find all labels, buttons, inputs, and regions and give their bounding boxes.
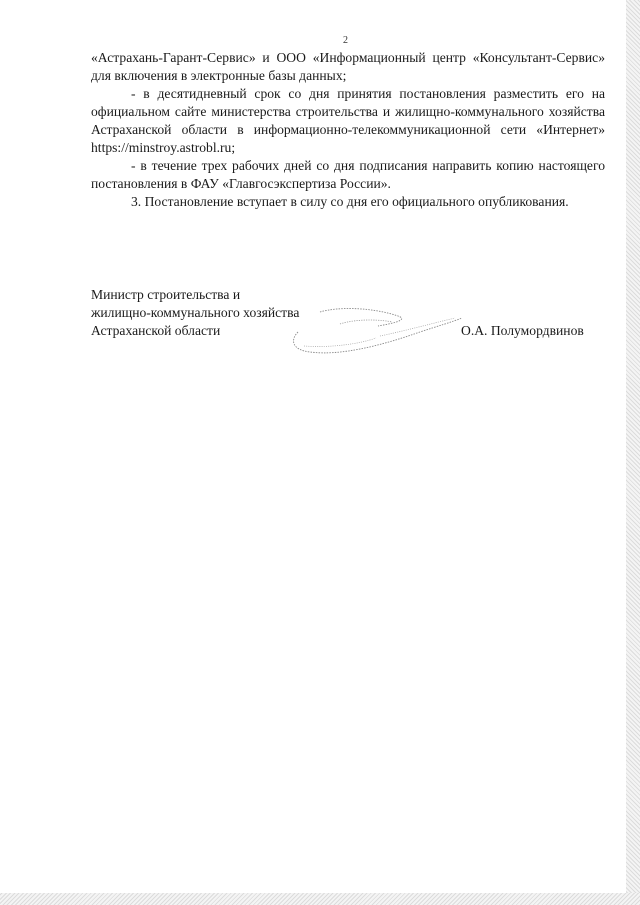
handwritten-signature (280, 302, 470, 364)
signer-name: О.А. Полумордвинов (461, 323, 584, 338)
scan-edge-right (626, 0, 640, 905)
paragraph-publish-website: - в десятидневный срок со дня принятия постановления разместить его на официальном сайте министерства строительства и жилищно-коммунального хозяйства Астраханской области в информационно-телекоммуникационной сети «Интернет» https://minstroy.astrobl.ru; (91, 86, 605, 155)
signer-title-line-2: жилищно-коммунального хозяйства (91, 305, 300, 320)
paragraph-effective-date: 3. Постановление вступает в силу со дня его официального опубликования. (131, 194, 569, 209)
page-number: 2 (343, 35, 348, 46)
signer-title-line-1: Министр строительства и (91, 287, 241, 302)
signer-title-line-3: Астраханской области (91, 323, 221, 338)
signer-title (91, 286, 299, 340)
document-body (91, 49, 605, 211)
scan-edge-bottom (0, 893, 640, 905)
paragraph-send-copy: - в течение трех рабочих дней со дня подписания направить копию настоящего постановления в ФАУ «Главгосэкспертиза России». (91, 158, 605, 191)
paragraph-continuation: «Астрахань-Гарант-Сервис» и ООО «Информационный центр «Консультант-Сервис» для включения в электронные базы данных; (91, 50, 605, 83)
